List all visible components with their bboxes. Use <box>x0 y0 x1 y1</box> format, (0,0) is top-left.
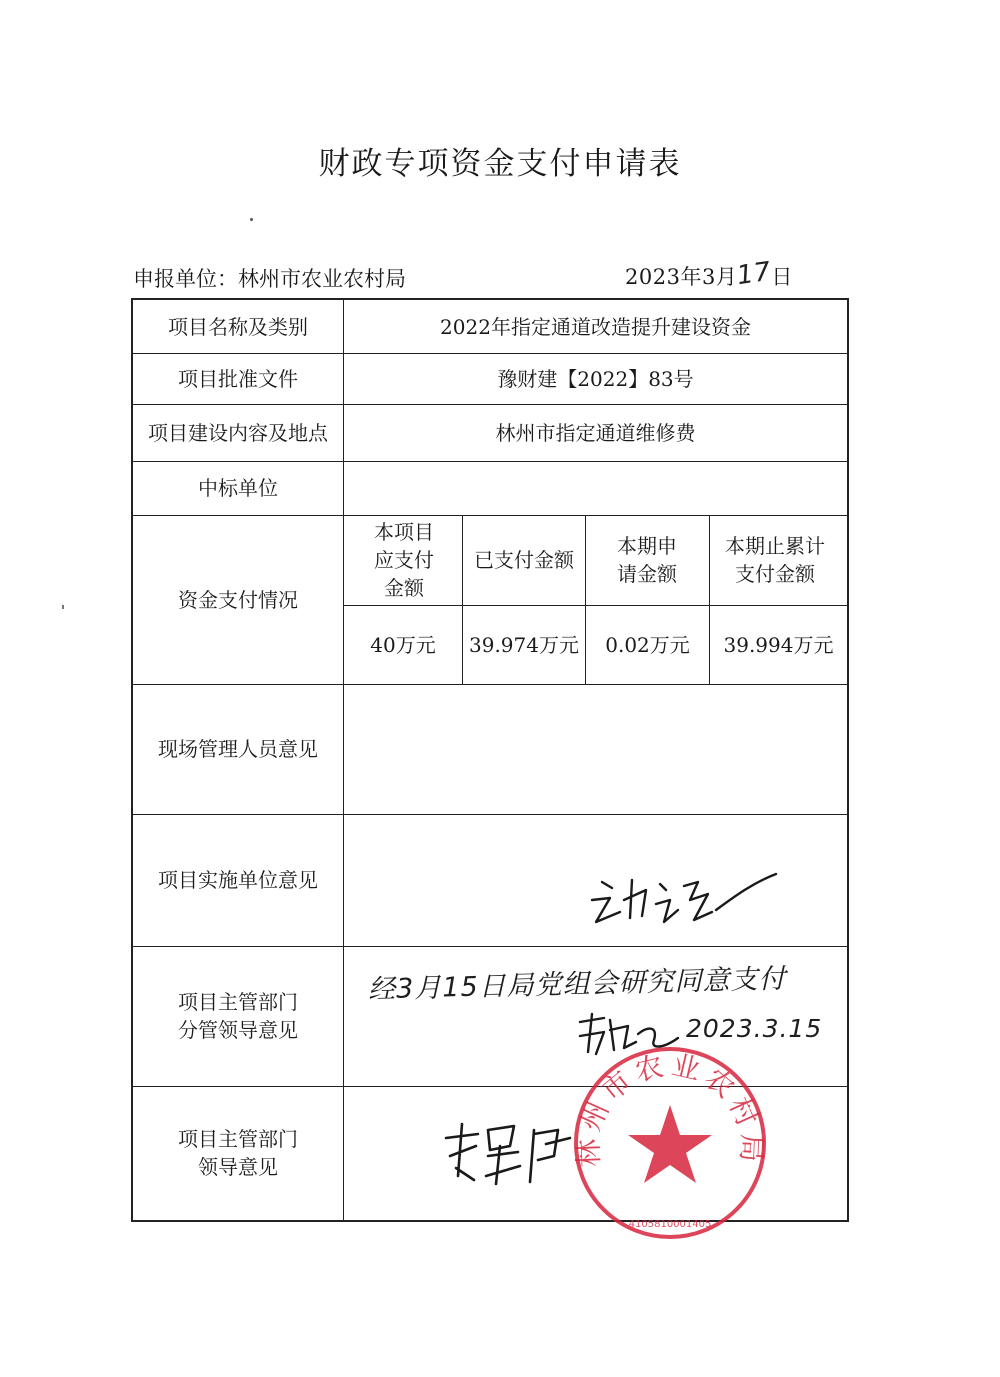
payment-status-label: 资金支付情况 <box>178 587 298 612</box>
scan-speck <box>62 605 64 609</box>
document-title: 财政专项资金支付申请表 <box>318 146 682 182</box>
seal-star-icon <box>628 1105 712 1183</box>
site-manager-opinion-label: 现场管理人员意见 <box>158 737 318 761</box>
payment-value-payable: 40万元 <box>370 632 436 657</box>
payment-value-cumulative: 39.994万元 <box>723 632 834 657</box>
scan-speck <box>250 218 253 221</box>
application-date <box>625 256 793 292</box>
official-seal <box>570 1043 770 1243</box>
payment-header-paid: 已支付金额 <box>474 548 574 572</box>
winning-bidder-value <box>344 461 847 515</box>
content-location-value: 林州市指定通道维修费 <box>495 420 696 445</box>
approval-doc-value: 豫财建【2022】83号 <box>497 366 694 391</box>
project-name-label: 项目名称及类别 <box>168 314 308 339</box>
seal-code: 4105810001405 <box>628 1219 712 1230</box>
dept-deputy-opinion-label: 项目主管部门分管领导意见 <box>178 990 298 1042</box>
payment-header-current-request: 本期申请金额 <box>617 534 677 586</box>
implementer-signature <box>580 860 790 940</box>
dept-deputy-handwritten-note: 经3月15日局党组会研究同意支付 <box>367 963 787 1006</box>
payment-header-cumulative: 本期止累计支付金额 <box>725 534 825 586</box>
seal-text: 林州市农业农村局 <box>571 1048 769 1168</box>
payment-header-payable: 本项目应支付金额 <box>374 520 434 600</box>
winning-bidder-label: 中标单位 <box>198 476 278 500</box>
dept-leader-opinion-label: 项目主管部门领导意见 <box>178 1127 298 1179</box>
approval-doc-label: 项目批准文件 <box>178 366 298 391</box>
applicant-unit: 申报单位：林州市农业农村局 <box>133 267 406 291</box>
implementer-opinion-label: 项目实施单位意见 <box>158 868 318 892</box>
payment-value-current-request: 0.02万元 <box>605 632 690 657</box>
content-location-label: 项目建设内容及地点 <box>148 420 328 445</box>
dept-deputy-signed-date: 2023.3.15 <box>686 1014 823 1043</box>
date-suffix: 日 <box>771 265 793 289</box>
date-prefix: 2023年3月 <box>625 265 738 289</box>
date-day-handwritten: 17 <box>735 256 774 292</box>
payment-value-paid: 39.974万元 <box>469 632 579 657</box>
project-name-value: 2022年指定通道改造提升建设资金 <box>440 314 751 339</box>
dept-leader-signature <box>438 1116 578 1192</box>
